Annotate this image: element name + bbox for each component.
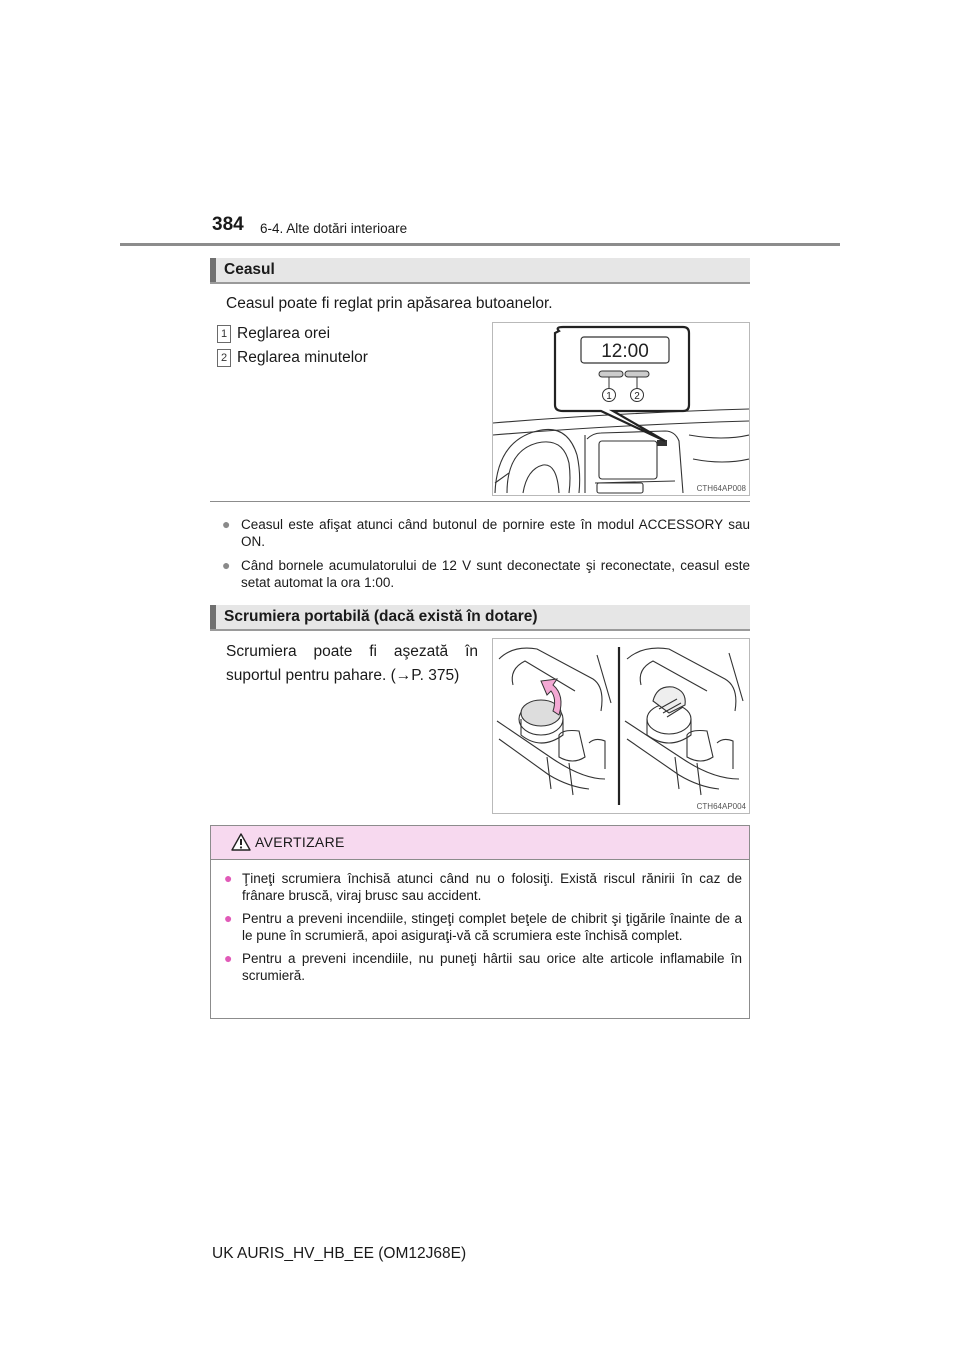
heading-bar (210, 258, 216, 282)
number-badge-2: 2 (217, 349, 231, 367)
section-path: 6-4. Alte dotări interioare (260, 221, 408, 236)
warning-item (224, 870, 742, 904)
warning-item (224, 950, 742, 984)
warning-list (224, 870, 742, 990)
clock-display-time: 12:00 (601, 341, 649, 362)
page-reference-link[interactable]: P. 375 (411, 667, 455, 684)
warning-title: AVERTIZARE (255, 834, 345, 850)
clock-intro: Ceasul poate fi reglat prin apăsarea butoanelor. (226, 295, 553, 312)
note-text: Ceasul este afişat atunci când butonul de pornire este în modul ACCESSORY sau ON. (241, 517, 750, 549)
section-heading-ashtray (210, 605, 750, 631)
clock-figure (492, 322, 750, 496)
section-heading-clock (210, 258, 750, 284)
clock-item-2-label: Reglarea minutelor (237, 349, 368, 366)
header-rule (120, 243, 840, 246)
note-item (222, 557, 750, 591)
clock-item-2 (217, 346, 368, 369)
arrow-icon: → (395, 667, 412, 684)
warning-triangle-icon (231, 832, 251, 852)
ashtray-figure (492, 638, 750, 814)
bullet-icon: ● (224, 910, 233, 926)
callout-1-label: 1 (606, 391, 612, 402)
warning-text: Ţineţi scrumiera închisă atunci când nu o folosiţi. Există riscul rănirii în caz de frânare bruscă, viraj brusc sau accident. (242, 871, 742, 903)
ashtray-text-end: ) (454, 667, 460, 684)
clock-item-1 (217, 322, 330, 345)
note-item (222, 516, 750, 550)
figure-code: CTH64AP008 (696, 484, 746, 493)
callout-2-label: 2 (634, 391, 640, 402)
bullet-icon: ● (222, 557, 231, 573)
ashtray-text-main: Scrumiera poate fi aşezată în suportul pentru pahare. ( (226, 643, 478, 684)
bullet-icon: ● (224, 950, 233, 966)
warning-item (224, 910, 742, 944)
clock-location-marker (657, 440, 667, 446)
warning-text: Pentru a preveni incendiile, nu puneţi hârtii sau orice alte articole inflamabile în scrumieră. (242, 951, 742, 983)
bullet-icon: ● (224, 870, 233, 886)
warning-box (210, 825, 750, 1019)
figure-code: CTH64AP004 (696, 802, 746, 811)
page-number: 384 (212, 214, 244, 235)
clock-item-1-label: Reglarea orei (237, 325, 331, 342)
note-text: Când bornele acumulatorului de 12 V sunt deconectate şi reconectate, ceasul este setat automat la ora 1:00. (241, 558, 750, 590)
ashtray-text (226, 640, 478, 688)
clock-illustration (493, 323, 749, 495)
note-divider (210, 501, 750, 502)
warning-header (211, 826, 749, 860)
heading-bar (210, 605, 216, 629)
minute-button (625, 371, 649, 377)
footer-model: UK AURIS_HV_HB_EE (OM12J68E) (212, 1245, 467, 1262)
section-heading-clock-text: Ceasul (224, 261, 275, 278)
ashtray-illustration (493, 639, 749, 813)
section-heading-ashtray-text: Scrumiera portabilă (dacă există în dotare) (224, 608, 538, 625)
clock-notes (222, 516, 750, 598)
bullet-icon: ● (222, 516, 231, 532)
warning-text: Pentru a preveni incendiile, stingeţi complet beţele de chibrit şi ţigările înainte de a le pune în scrumieră, apoi asiguraţi-vă că scrumiera este închisă complet. (242, 911, 742, 943)
hour-button (599, 371, 623, 377)
number-badge-1: 1 (217, 325, 231, 343)
